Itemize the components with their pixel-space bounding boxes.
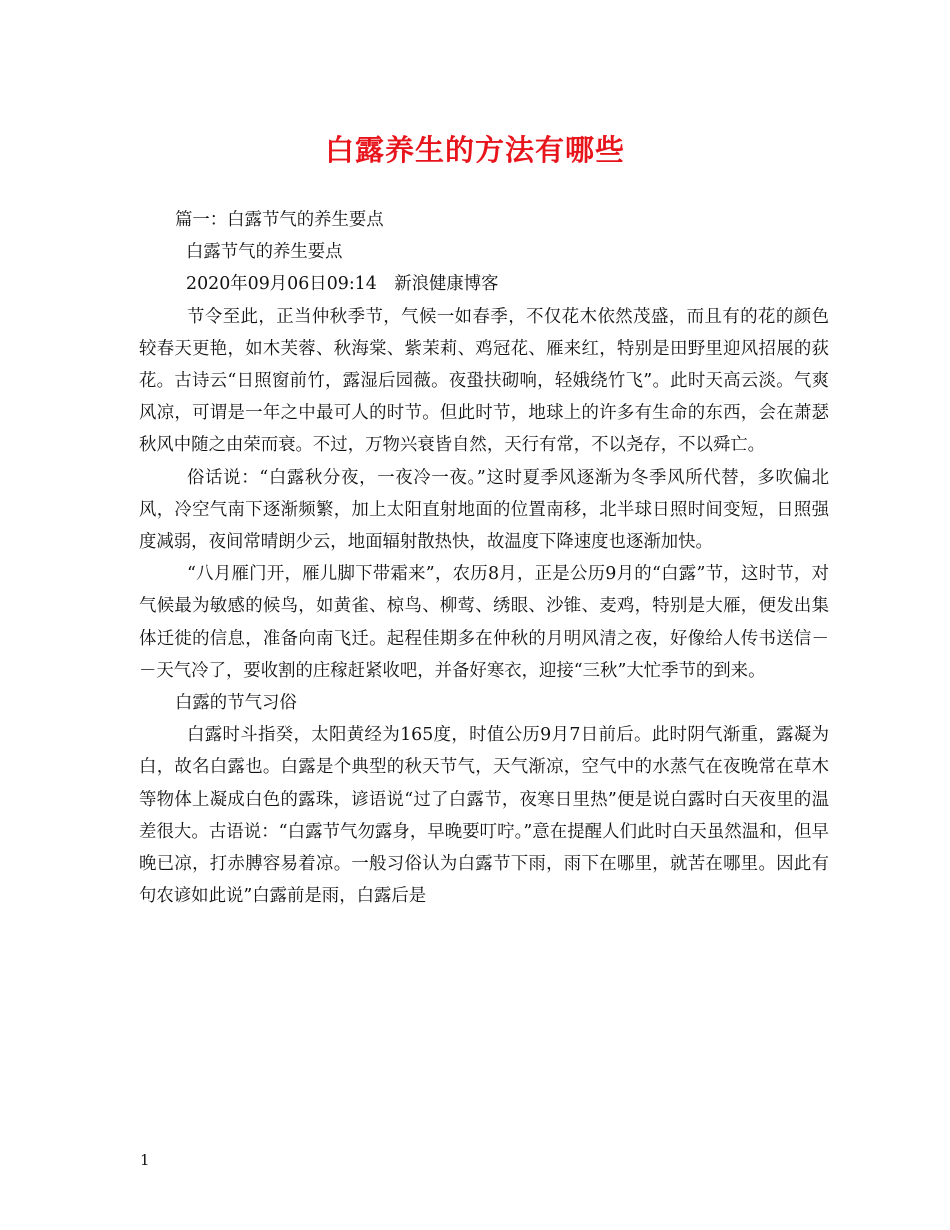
paragraph-2: 俗话说：“白露秋分夜，一夜冷一夜。”这时夏季风逐渐为冬季风所代替，多吹偏北风，冷空气南下逐渐频繁，加上太阳直射地面的位置南移，北半球日照时间变短，日照强度减弱，夜间常晴朗少云，地面辐射散热快，故温度下降速度也逐渐加快。 — [139, 467, 829, 553]
custom-heading: 白露的节气习俗 — [175, 693, 297, 714]
article-title: 白露节气的养生要点 — [186, 242, 343, 263]
paragraph-1: 节令至此，正当仲秋季节，气候一如春季，不仅花木依然茂盛，而且有的花的颜色较春天更艳，如木芙蓉、秋海棠、紫茉莉、鸡冠花、雁来红，特别是田野里迎风招展的荻花。古诗云“日照窗前竹，露湿后园薇。夜蛩扶砌响，轻娥绕竹飞”。此时天高云淡。气爽风凉，可谓是一年之中最可人的时节。但此时节，地球上的许多有生命的东西，会在萧瑟秋风中随之由荣而衰。不过，万物兴衰皆自然，天行有常，不以尧存，不以舜亡。 — [139, 306, 829, 456]
paragraph-3: “八月雁门开，雁儿脚下带霜来”，农历8月，正是公历9月的“白露”节，这时节，对气候最为敏感的候鸟，如黄雀、椋鸟、柳莺、绣眼、沙锥、麦鸡，特别是大雁，便发出集体迁徙的信息，准备向南飞迁。起程佳期多在仲秋的月明风清之夜，好像给人传书送信－－天气冷了，要收割的庄稼赶紧收吧，并备好寒衣，迎接“三秋”大忙季节的到来。 — [139, 564, 829, 681]
article-meta: 2020年09月06日09:14 新浪健康博客 — [186, 274, 499, 295]
page-number: 1 — [140, 1151, 150, 1169]
custom-paragraph: 白露时斗指癸，太阳黄经为165度，时值公历9月7日前后。此时阴气渐重，露凝为白，故名白露也。白露是个典型的秋天节气，天气渐凉，空气中的水蒸气在夜晚常在草木等物体上凝成白色的露珠，谚语说“过了白露节，夜寒日里热”便是说白露时白天夜里的温差很大。古语说：“白露节气勿露身，早晚要叮咛。”意在提醒人们此时白天虽然温和，但早晚已凉，打赤膊容易着凉。一般习俗认为白露节下雨，雨下在哪里，就苦在哪里。因此有句农谚如此说”白露前是雨，白露后是 — [139, 725, 829, 907]
document-body — [139, 204, 829, 912]
section-heading: 篇一：白露节气的养生要点 — [175, 210, 384, 230]
document-title: 白露养生的方法有哪些 — [324, 133, 625, 167]
